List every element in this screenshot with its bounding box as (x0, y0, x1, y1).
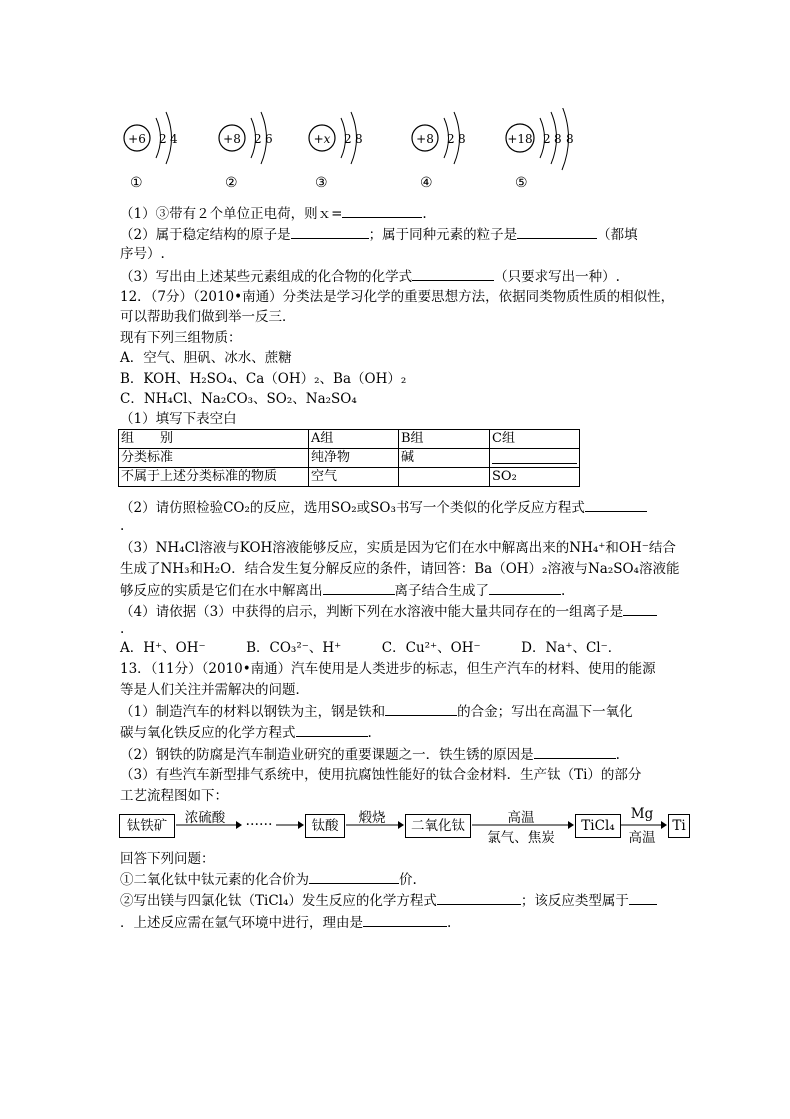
flow-label-high-temp: 高温 (507, 810, 535, 826)
atom-1-shell-2: 4 (170, 132, 178, 146)
q13-blank-rust[interactable] (534, 744, 616, 759)
q13-blank-valence[interactable] (309, 869, 399, 884)
flow-label-high-temp-2: 高温 (628, 830, 656, 846)
table-row (119, 449, 580, 468)
q12-group-c: C．NH₄Cl、Na₂CO₃、SO₂、Na₂SO₄ (120, 391, 357, 407)
atom-4-label: ④ (420, 175, 433, 191)
q13-part3-line1: （3）有些汽车新型排气系统中，使用抗腐蚀性能好的钛合金材料．生产钛（Ti）的部分 (120, 767, 642, 783)
table-cell-c-standard-blank[interactable] (490, 449, 580, 468)
table-cell-standard-label: 分类标准 (119, 449, 309, 468)
q12-part4-end: . (120, 621, 125, 637)
atom-4-shell-1: 2 (447, 132, 455, 146)
atom-1-shell-1: 2 (159, 132, 167, 146)
flow-label-mg: Mg (630, 806, 654, 822)
atom-4-nucleus: +8 (416, 132, 434, 146)
table-cell-b-standard: 碱 (399, 449, 490, 468)
table-cell-a-exception: 空气 (309, 468, 399, 487)
table-cell-exception-label: 不属于上述分类标准的物质 (119, 468, 309, 487)
q12-intro-3: 现有下列三组物质： (120, 330, 242, 346)
table-cell-b-exception-blank[interactable] (399, 468, 490, 487)
table-cell-a-standard: 纯净物 (309, 449, 399, 468)
table-header-group: 组 别 (119, 430, 309, 449)
atom-3-nucleus: +x (313, 132, 331, 146)
atom-1 (124, 112, 178, 164)
q13-blank-argon-reason[interactable] (363, 912, 447, 927)
q12-part3-line3: 够反应的实质是它们在水中解离出 离子结合生成了 . (120, 580, 565, 601)
q13-sub2: ②写出镁与四氯化钛（TiCl₄）发生反应的化学方程式 ；该反应类型属于 (120, 890, 657, 911)
q13-blank-reaction-type[interactable] (629, 890, 657, 905)
q12-table-instruction: （1）填写下表空白 (120, 411, 237, 427)
atom-2-shell-2: 6 (265, 132, 273, 146)
q11-blank-stable[interactable] (291, 224, 369, 239)
atom-5-shell-1: 2 (543, 132, 551, 146)
q13-part3-line2: 工艺流程图如下： (120, 788, 228, 804)
q11-blank-x[interactable] (342, 203, 422, 218)
atom-5-shell-3: 8 (566, 132, 574, 146)
atom-3-label: ③ (315, 175, 328, 191)
classification-table (118, 429, 580, 487)
flow-arrow-3 (346, 820, 404, 830)
q12-part3-line2: 生成了NH₃和H₂O．结合发生复分解反应的条件，请回答：Ba（OH）₂溶液与Na₂SO₄溶液能 (120, 561, 680, 577)
flow-label-chlorine-coke: 氯气、焦炭 (487, 830, 555, 846)
atom-3 (309, 112, 363, 164)
q11-part1: （1）③带有２个单位正电荷，则ｘ= . (120, 203, 427, 224)
q12-blank-product[interactable] (489, 580, 561, 595)
q13-blank-alloy[interactable] (385, 701, 457, 716)
q12-group-a: A．空气、胆矾、冰水、蔗糖 (120, 350, 292, 366)
atom-1-label: ① (130, 175, 143, 191)
flow-box-titanium-dioxide: 二氧化钛 (405, 814, 471, 838)
q12-part3-line1: （3）NH₄Cl溶液与KOH溶液能够反应，实质是因为它们在水中解离出来的NH₄⁺和OH⁻结合 (120, 540, 676, 556)
flow-arrow-2 (276, 820, 304, 830)
flow-label-sulfuric-acid: 浓硫酸 (184, 810, 226, 826)
q13-part2: （2）钢铁的防腐是汽车制造业研究的重要课题之一．铁生锈的原因是 . (120, 744, 620, 765)
flow-dots: …… (245, 813, 273, 829)
atom-5-label: ⑤ (515, 175, 528, 191)
flow-arrow-1 (176, 820, 242, 830)
flow-box-ticl4: TiCl₄ (575, 814, 621, 838)
q12-options: A．H⁺、OH⁻ B．CO₃²⁻、H⁺ C．Cu²⁺、OH⁻ D．Na⁺、Cl⁻． (120, 640, 622, 656)
atom-5 (506, 108, 574, 170)
q12-part2: （2）请仿照检验CO₂的反应，选用SO₂或SO₃书写一个类似的化学反应方程式 (120, 497, 647, 518)
table-header-c: C组 (490, 430, 580, 449)
atom-5-nucleus: +18 (507, 132, 533, 146)
q11-blank-same-element[interactable] (517, 224, 597, 239)
flow-box-ilmenite: 钛铁矿 (119, 814, 175, 838)
q11-blank-formula[interactable] (412, 266, 494, 281)
q13-part1-line1: （1）制造汽车的材料以钢铁为主，钢是铁和 的合金；写出在高温下一氧化 (120, 701, 633, 722)
q12-part2-end: . (120, 518, 125, 534)
table-header-b: B组 (399, 430, 490, 449)
q13-blank-mg-equation[interactable] (437, 890, 521, 905)
atom-4 (412, 112, 466, 164)
q11-part2-cont: 序号）. (120, 246, 165, 262)
q11-part3: （3）写出由上述某些元素组成的化合物的化学式 （只要求写出一种）. (120, 266, 620, 287)
atom-2-nucleus: +8 (223, 132, 241, 146)
q12-intro-2: 可以帮助我们做到举一反三． (120, 309, 296, 325)
table-cell-c-exception: SO₂ (490, 468, 580, 487)
q12-blank-coexist[interactable] (623, 601, 657, 616)
atom-2-shell-1: 2 (254, 132, 262, 146)
q11-part2: （2）属于稳定结构的原子是 ；属于同种元素的粒子是 （都填 (120, 224, 638, 245)
q13-sub1: ①二氧化钛中钛元素的化合价为 价. (120, 869, 417, 890)
q13-answer-prompt: 回答下列问题： (120, 851, 215, 867)
q12-group-b: B．KOH、H₂SO₄、Ca（OH）₂、Ba（OH）₂ (120, 371, 407, 387)
q13-blank-equation[interactable] (296, 722, 368, 737)
atom-3-shell-2: 8 (355, 132, 363, 146)
table-row (119, 430, 580, 449)
q13-part1-line2: 碳与氧化铁反应的化学方程式 . (120, 722, 372, 743)
atom-2 (219, 112, 273, 164)
q12-blank-ions[interactable] (323, 580, 395, 595)
atom-5-shell-2: 8 (554, 132, 562, 146)
flow-box-titanic-acid: 钛酸 (305, 814, 345, 838)
q12-part4: （4）请依据（3）中获得的启示，判断下列在水溶液中能大量共同存在的一组离子是 (120, 601, 657, 622)
atom-4-shell-2: 8 (458, 132, 466, 146)
atom-1-nucleus: +6 (128, 132, 146, 146)
q12-intro-1: 12．（7分）（2010•南通）分类法是学习化学的重要思想方法，依据同类物质性质的相似性， (120, 289, 675, 305)
flow-box-ti: Ti (668, 814, 690, 838)
q13-intro-2: 等是人们关注并需解决的问题． (120, 682, 309, 698)
q12-blank-equation[interactable] (585, 497, 647, 512)
table-header-a: A组 (309, 430, 399, 449)
atom-2-label: ② (225, 175, 238, 191)
table-row (119, 468, 580, 487)
q13-sub3: ．上述反应需在氩气环境中进行，理由是 . (120, 912, 451, 933)
q13-intro-1: 13．（11分）（2010•南通）汽车使用是人类进步的标志，但生产汽车的材料、使用的能源 (120, 661, 656, 677)
flow-label-calcine: 煅烧 (358, 810, 386, 826)
atom-3-shell-1: 2 (344, 132, 352, 146)
